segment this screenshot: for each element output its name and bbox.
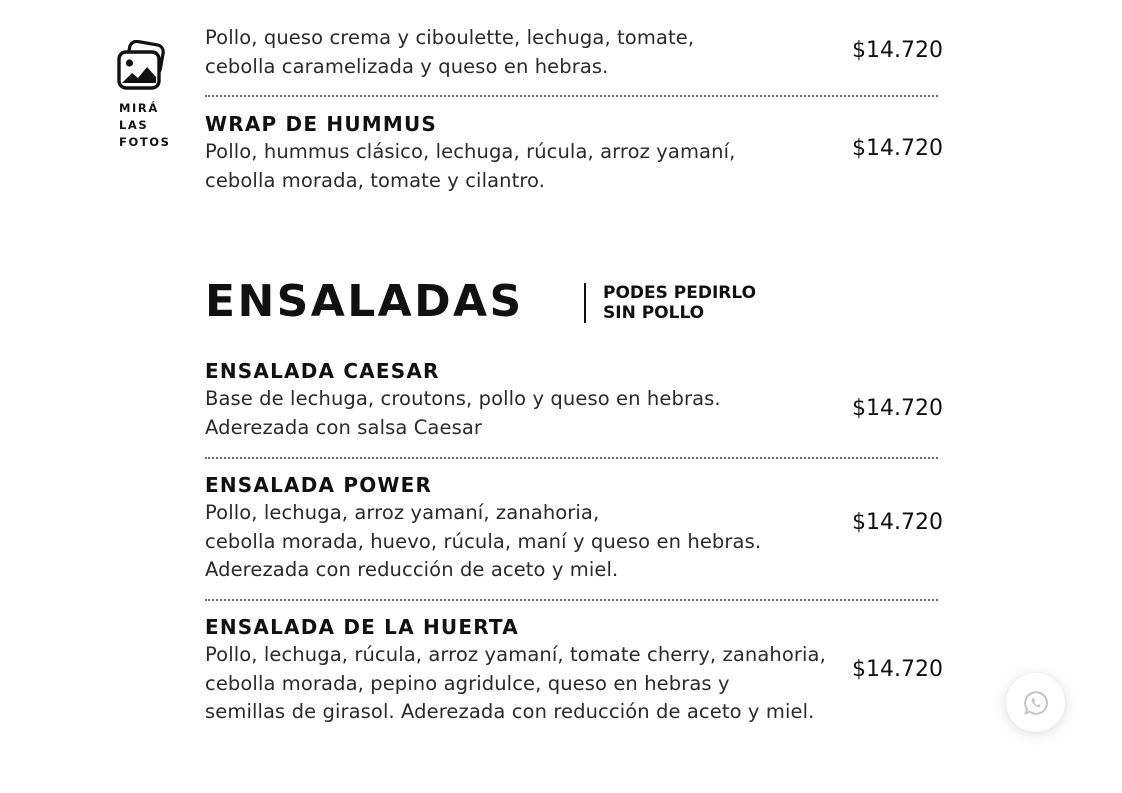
section-note-line: SIN POLLO: [603, 303, 705, 323]
item-divider: [205, 457, 938, 459]
menu-item-ensalada-power: [205, 473, 943, 588]
menu-item-ensalada-caesar: [205, 359, 943, 447]
item-description: [205, 641, 845, 727]
section-note: [584, 283, 756, 323]
item-name: ENSALADA CAESAR: [205, 359, 440, 383]
description-line: cebolla morada, pepino agridulce, queso en hebras y: [205, 671, 730, 695]
view-photos-button[interactable]: [112, 40, 172, 151]
description-line: Aderezada con reducción de aceto y miel.: [205, 558, 619, 582]
menu-item-wrap-de-hummus: [205, 112, 943, 197]
photos-label: MIRÁ LAS FOTOS: [119, 101, 171, 149]
description-line: cebolla morada, huevo, rúcula, maní y queso en hebras.: [205, 529, 762, 553]
description-line: Aderezada con salsa Caesar: [205, 415, 482, 439]
item-price: $14.720: [852, 510, 943, 535]
item-price: $14.720: [852, 396, 943, 421]
description-line: Pollo, hummus clásico, lechuga, rúcula, arroz yamaní,: [205, 140, 736, 163]
item-description: [205, 385, 845, 442]
item-price: $14.720: [852, 38, 943, 63]
image-gallery-icon: [115, 40, 167, 92]
description-line: cebolla caramelizada y queso en hebras.: [205, 54, 609, 78]
section-note-line: PODES PEDIRLO: [603, 283, 757, 303]
whatsapp-button[interactable]: [1006, 673, 1065, 732]
description-line: cebolla morada, tomate y cilantro.: [205, 168, 546, 192]
item-price: $14.720: [852, 657, 943, 682]
item-divider: [205, 95, 938, 97]
menu-item-wrap-partial: [205, 24, 943, 84]
item-description: [205, 499, 845, 585]
item-name: WRAP DE HUMMUS: [205, 112, 438, 136]
item-description: [205, 24, 845, 81]
description-line: Pollo, queso crema y ciboulette, lechuga, tomate,: [205, 26, 695, 49]
item-name: ENSALADA POWER: [205, 473, 433, 497]
whatsapp-icon: [1023, 690, 1049, 716]
description-line: semillas de girasol. Aderezada con reducción de aceto y miel.: [205, 700, 815, 724]
section-title: ENSALADAS: [205, 276, 524, 327]
description-line: Pollo, lechuga, rúcula, arroz yamaní, tomate cherry, zanahoria,: [205, 643, 826, 666]
item-price: $14.720: [852, 136, 943, 161]
item-divider: [205, 599, 938, 601]
item-description: [205, 138, 845, 195]
description-line: Base de lechuga, croutons, pollo y queso en hebras.: [205, 387, 721, 410]
description-line: Pollo, lechuga, arroz yamaní, zanahoria,: [205, 501, 600, 524]
item-name: ENSALADA DE LA HUERTA: [205, 615, 519, 639]
menu-item-ensalada-de-la-huerta: [205, 615, 943, 730]
